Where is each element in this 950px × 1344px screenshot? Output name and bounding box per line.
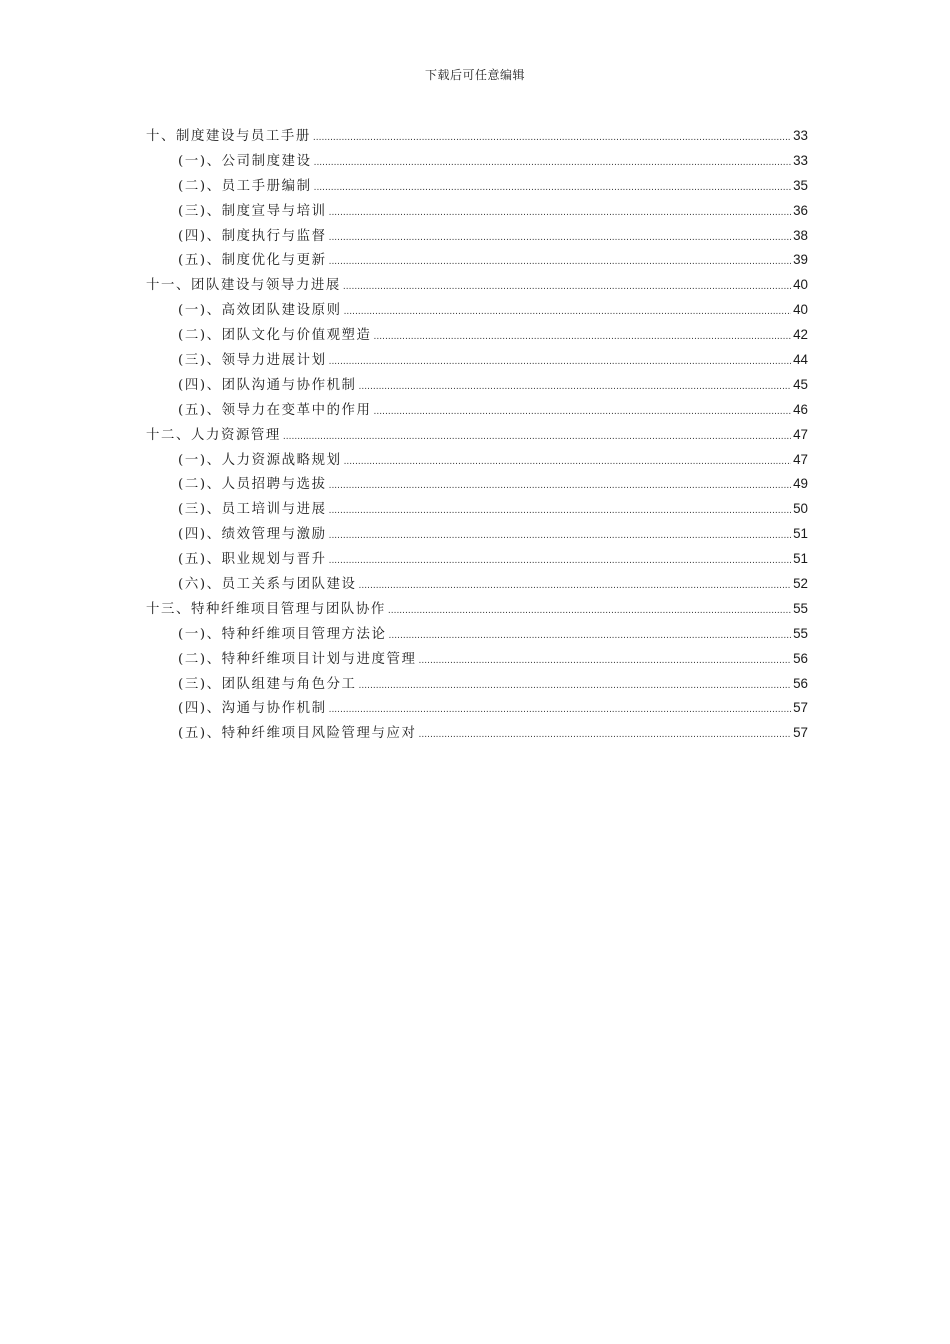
toc-section-entry[interactable] [146, 498, 808, 523]
toc-page-number: 46 [793, 401, 808, 417]
toc-page-number: 45 [793, 376, 808, 392]
toc-entry-title: 十三、特种纤维项目管理与团队协作 [146, 601, 386, 617]
toc-entry-title: (四)、团队沟通与协作机制 [178, 377, 357, 393]
toc-page-number: 40 [793, 302, 808, 318]
toc-page-number: 40 [793, 277, 808, 293]
toc-dot-leader [314, 158, 792, 168]
toc-chapter-entry[interactable] [146, 598, 808, 623]
toc-entry-title: (三)、制度宣导与培训 [178, 203, 327, 219]
toc-entry-title: 十一、团队建设与领导力进展 [146, 278, 341, 294]
toc-dot-leader [389, 631, 792, 641]
toc-page-number: 49 [793, 476, 808, 492]
toc-page-number: 50 [793, 501, 808, 517]
toc-page-number: 47 [793, 451, 808, 467]
toc-dot-leader [329, 208, 792, 218]
toc-section-entry[interactable] [146, 374, 808, 399]
toc-entry-title: (三)、团队组建与角色分工 [178, 676, 357, 692]
toc-dot-leader [329, 705, 792, 715]
toc-page-number: 33 [793, 128, 808, 143]
toc-section-entry[interactable] [146, 399, 808, 424]
toc-section-entry[interactable] [146, 225, 808, 250]
toc-dot-leader [343, 282, 791, 292]
toc-chapter-entry[interactable] [146, 125, 808, 150]
toc-section-entry[interactable] [146, 449, 808, 474]
toc-dot-leader [313, 133, 791, 143]
toc-page-number: 44 [793, 352, 808, 368]
toc-page-number: 38 [793, 227, 808, 243]
toc-page-number: 33 [793, 152, 808, 168]
toc-entry-title: 十、制度建设与员工手册 [146, 129, 311, 144]
toc-dot-leader [419, 730, 792, 740]
toc-entry-title: (六)、员工关系与团队建设 [178, 577, 357, 593]
toc-section-entry[interactable] [146, 249, 808, 274]
toc-dot-leader [359, 382, 792, 392]
toc-entry-title: 十二、人力资源管理 [146, 427, 281, 443]
toc-entry-title: (一)、公司制度建设 [178, 153, 312, 169]
toc-entry-title: (五)、特种纤维项目风险管理与应对 [178, 726, 417, 742]
toc-dot-leader [329, 357, 792, 367]
toc-entry-title: (三)、员工培训与进展 [178, 502, 327, 518]
toc-dot-leader [359, 681, 792, 691]
toc-dot-leader [419, 656, 792, 666]
toc-entry-title: (五)、制度优化与更新 [178, 253, 327, 269]
toc-chapter-entry[interactable] [146, 274, 808, 299]
toc-page-number: 56 [793, 675, 808, 691]
toc-entry-title: (四)、制度执行与监督 [178, 228, 327, 244]
toc-section-entry[interactable] [146, 299, 808, 324]
toc-page-number: 51 [793, 551, 808, 567]
toc-dot-leader [283, 432, 791, 442]
toc-dot-leader [329, 506, 792, 516]
toc-dot-leader [314, 183, 792, 193]
toc-section-entry[interactable] [146, 697, 808, 722]
toc-page-number: 39 [793, 252, 808, 268]
toc-entry-title: (四)、绩效管理与激励 [178, 527, 327, 543]
toc-dot-leader [359, 581, 792, 591]
toc-section-entry[interactable] [146, 473, 808, 498]
toc-section-entry[interactable] [146, 648, 808, 673]
toc-page-number: 52 [793, 576, 808, 592]
toc-dot-leader [344, 307, 792, 317]
toc-entry-title: (五)、职业规划与晋升 [178, 552, 327, 568]
toc-section-entry[interactable] [146, 548, 808, 573]
toc-page-number: 57 [793, 725, 808, 741]
toc-chapter-entry[interactable] [146, 424, 808, 449]
toc-page-number: 47 [793, 426, 808, 442]
toc-section-entry[interactable] [146, 573, 808, 598]
toc-dot-leader [329, 556, 792, 566]
header-note: 下载后可任意编辑 [424, 68, 525, 82]
toc-entry-title: (一)、人力资源战略规划 [178, 452, 342, 468]
toc-dot-leader [374, 332, 792, 342]
toc-dot-leader [344, 457, 792, 467]
toc-entry-title: (五)、领导力在变革中的作用 [178, 402, 372, 418]
toc-entry-title: (二)、团队文化与价值观塑造 [178, 328, 372, 344]
toc-dot-leader [329, 233, 792, 243]
toc-page-number: 55 [793, 600, 808, 616]
toc-entry-title: (二)、特种纤维项目计划与进度管理 [178, 651, 417, 667]
toc-entry-title: (一)、高效团队建设原则 [178, 303, 342, 319]
toc-section-entry[interactable] [146, 150, 808, 175]
toc-page-number: 56 [793, 650, 808, 666]
toc-section-entry[interactable] [146, 523, 808, 548]
toc-section-entry[interactable] [146, 324, 808, 349]
toc-entry-title: (二)、员工手册编制 [178, 178, 312, 194]
toc-section-entry[interactable] [146, 349, 808, 374]
toc-page-number: 35 [793, 177, 808, 193]
toc-section-entry[interactable] [146, 623, 808, 648]
toc-entry-title: (四)、沟通与协作机制 [178, 701, 327, 717]
toc-dot-leader [329, 531, 792, 541]
toc-page-number: 55 [793, 625, 808, 641]
toc-entry-title: (三)、领导力进展计划 [178, 353, 327, 369]
toc-entry-title: (二)、人员招聘与选拔 [178, 477, 327, 493]
toc-dot-leader [329, 481, 792, 491]
toc-page-number: 57 [793, 700, 808, 716]
table-of-contents [146, 125, 808, 747]
toc-section-entry[interactable] [146, 200, 808, 225]
toc-page-number: 42 [793, 327, 808, 343]
toc-section-entry[interactable] [146, 175, 808, 200]
toc-page-number: 51 [793, 526, 808, 542]
toc-dot-leader [388, 606, 791, 616]
toc-dot-leader [329, 257, 792, 267]
toc-entry-title: (一)、特种纤维项目管理方法论 [178, 626, 387, 642]
toc-section-entry[interactable] [146, 673, 808, 698]
toc-dot-leader [374, 407, 792, 417]
toc-page-number: 36 [793, 202, 808, 218]
toc-section-entry[interactable] [146, 722, 808, 747]
